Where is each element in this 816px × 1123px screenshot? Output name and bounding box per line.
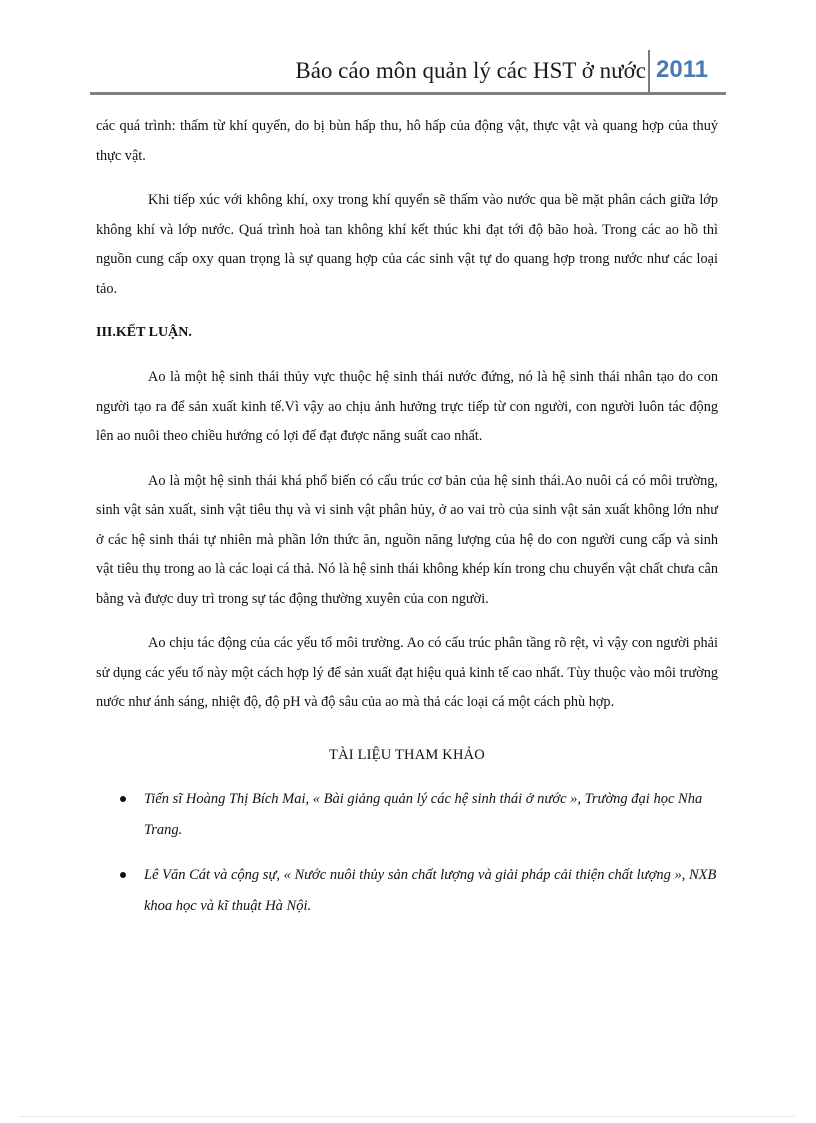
reference-text: Tiến sĩ Hoàng Thị Bích Mai, « Bài giảng quản lý các hệ sinh thái ở nước », Trường đại học Nha Trang. — [144, 790, 703, 838]
page-header — [90, 44, 726, 96]
header-year: 2011 — [656, 56, 709, 83]
reference-item — [96, 860, 718, 922]
paragraph-3: Ao là một hệ sinh thái thủy vực thuộc hệ sinh thái nước đứng, nó là hệ sinh thái nhân tạo do con người tạo ra để sản xuất kinh tế.Vì vậy ao chịu ảnh hưởng trực tiếp từ con người, con người luôn tác động lên ao nuôi theo chiều hướng có lợi để đạt được năng suất cao nhất. — [96, 369, 718, 444]
header-title: Báo cáo môn quản lý các HST ở nước — [295, 58, 646, 83]
bullet-icon — [120, 872, 126, 878]
paragraph-5: Ao chịu tác động của các yếu tố môi trường. Ao có cấu trúc phân tầng rõ rệt, vì vậy con người phải sử dụng các yếu tố này một cách hợp lý để sản xuất đạt hiệu quả kinh tế cao nhất. Tùy thuộc vào môi trường nước như ánh sáng, nhiệt độ, độ pH và độ sâu của ao mà thả các loại cá một cách phù hợp. — [96, 635, 718, 710]
header-separator — [648, 50, 650, 92]
document-body — [96, 112, 718, 922]
page-edge — [20, 1116, 796, 1117]
references-title: TÀI LIỆU THAM KHẢO — [329, 746, 485, 763]
reference-item — [96, 784, 718, 846]
paragraph-1: các quá trình: thấm từ khí quyển, do bị bùn hấp thu, hô hấp của động vật, thực vật và quang hợp của thuỷ thực vật. — [96, 118, 718, 164]
reference-text: Lê Văn Cát và cộng sự, « Nước nuôi thủy sản chất lượng và giải pháp cải thiện chất lượng », NXB khoa học và kĩ thuật Hà Nội. — [144, 866, 717, 914]
references-list — [96, 784, 718, 922]
header-rule — [90, 92, 726, 95]
paragraph-2: Khi tiếp xúc với không khí, oxy trong khí quyển sẽ thấm vào nước qua bề mặt phân cách giữa lớp không khí và lớp nước. Quá trình hoà tan không khí kết thúc khi đạt tới độ bão hoà. Trong các ao hồ thì nguồn cung cấp oxy quan trọng là sự quang hợp của các sinh vật tự do quang hợp trong nước như các loại tảo. — [96, 192, 718, 297]
section-heading: III.KẾT LUẬN. — [96, 325, 192, 340]
bullet-icon — [120, 796, 126, 802]
paragraph-4: Ao là một hệ sinh thái khá phổ biến có cấu trúc cơ bản của hệ sinh thái.Ao nuôi cá có môi trường, sinh vật sản xuất, sinh vật tiêu thụ và vi sinh vật phân hủy, ở ao vai trò của sinh vật sản xuất không lớn như ở các hệ sinh thái tự nhiên mà phần lớn thức ăn, nguồn năng lượng của hệ do con người cung cấp và sinh vật tiêu thụ trong ao là các loại cá thả. Nó là hệ sinh thái không khép kín trong chu chuyển vật chất chưa cân bằng và được duy trì trong sự tác động thường xuyên của con người. — [96, 472, 718, 607]
